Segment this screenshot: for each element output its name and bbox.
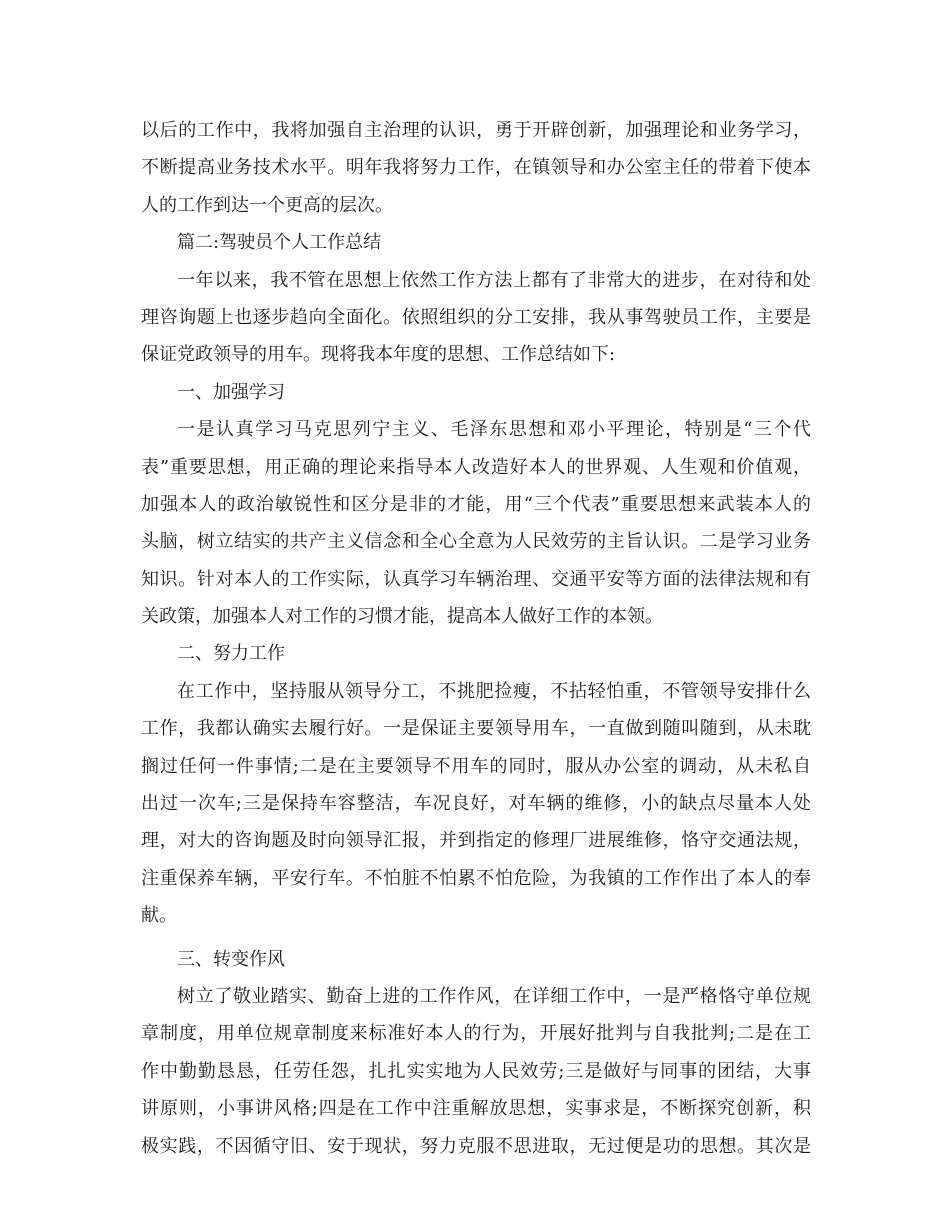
text-line: 不断提高业务技术水平。明年我将努力工作，在镇领导和办公室主任的带着下使本 bbox=[141, 157, 811, 179]
section-heading: 三、转变作风 bbox=[177, 948, 285, 970]
text-line: 一年以来，我不管在思想上依然工作方法上都有了非常大的进步，在对待和处 bbox=[177, 269, 811, 291]
text-line: 在工作中，坚持服从领导分工，不挑肥捡瘦，不拈轻怕重，不管领导安排什么 bbox=[177, 680, 811, 702]
document-body bbox=[141, 112, 811, 1165]
text-line: 以后的工作中，我将加强自主治理的认识，勇于开辟创新，加强理论和业务学习， bbox=[141, 120, 811, 141]
text-line: 人的工作到达一个更高的层次。 bbox=[141, 194, 393, 216]
text-line: 树立了敬业踏实、勤奋上进的工作作风，在详细工作中，一是严格恪守单位规 bbox=[177, 985, 811, 1007]
text-line: 注重保养车辆，平安行车。不怕脏不怕累不怕危险，为我镇的工作作出了本人的奉 bbox=[141, 867, 811, 889]
text-line: 讲原则，小事讲风格;四是在工作中注重解放思想，实事求是，不断探究创新，积 bbox=[141, 1098, 811, 1120]
text-line: 极实践，不因循守旧、安于现状，努力克服不思进取，无过便是功的思想。其次是 bbox=[141, 1135, 811, 1157]
text-line: 工作，我都认确实去履行好。一是保证主要领导用车，一直做到随叫随到，从未耽 bbox=[141, 718, 811, 740]
text-line: 理，对大的咨询题及时向领导汇报，并到指定的修理厂进展维修，恪守交通法规， bbox=[141, 830, 811, 852]
section-heading: 一、加强学习 bbox=[177, 381, 285, 403]
text-line: 搁过任何一件事情;二是在主要领导不用车的同时，服从办公室的调动，从未私自 bbox=[141, 755, 811, 777]
section-title: 篇二:驾驶员个人工作总结 bbox=[177, 232, 382, 254]
text-line: 知识。针对本人的工作实际，认真学习车辆治理、交通平安等方面的法律法规和有 bbox=[141, 568, 811, 590]
text-line: 章制度，用单位规章制度来标准好本人的行为，开展好批判与自我批判;二是在工 bbox=[141, 1023, 811, 1045]
text-line: 理咨询题上也逐步趋向全面化。依照组织的分工安排，我从事驾驶员工作，主要是 bbox=[141, 306, 811, 328]
text-line: 作中勤勤恳恳，任劳任怨，扎扎实实地为人民效劳;三是做好与同事的团结，大事 bbox=[141, 1060, 811, 1082]
text-line: 献。 bbox=[141, 905, 177, 927]
text-line: 头脑，树立结实的共产主义信念和全心全意为人民效劳的主旨认识。二是学习业务 bbox=[141, 531, 811, 553]
section-heading: 二、努力工作 bbox=[177, 643, 285, 665]
text-line: 保证党政领导的用车。现将我本年度的思想、工作总结如下: bbox=[141, 344, 616, 366]
text-line: 出过一次车;三是保持车容整洁，车况良好，对车辆的维修，小的缺点尽量本人处 bbox=[141, 793, 811, 815]
text-line: 表”重要思想，用正确的理论来指导本人改造好本人的世界观、人生观和价值观， bbox=[141, 456, 811, 478]
text-line: 关政策，加强本人对工作的习惯才能，提高本人做好工作的本领。 bbox=[141, 606, 663, 628]
text-line: 一是认真学习马克思列宁主义、毛泽东思想和邓小平理论，特别是“三个代 bbox=[177, 419, 811, 441]
text-line: 加强本人的政治敏锐性和区分是非的才能，用“三个代表”重要思想来武装本人的 bbox=[141, 493, 811, 515]
